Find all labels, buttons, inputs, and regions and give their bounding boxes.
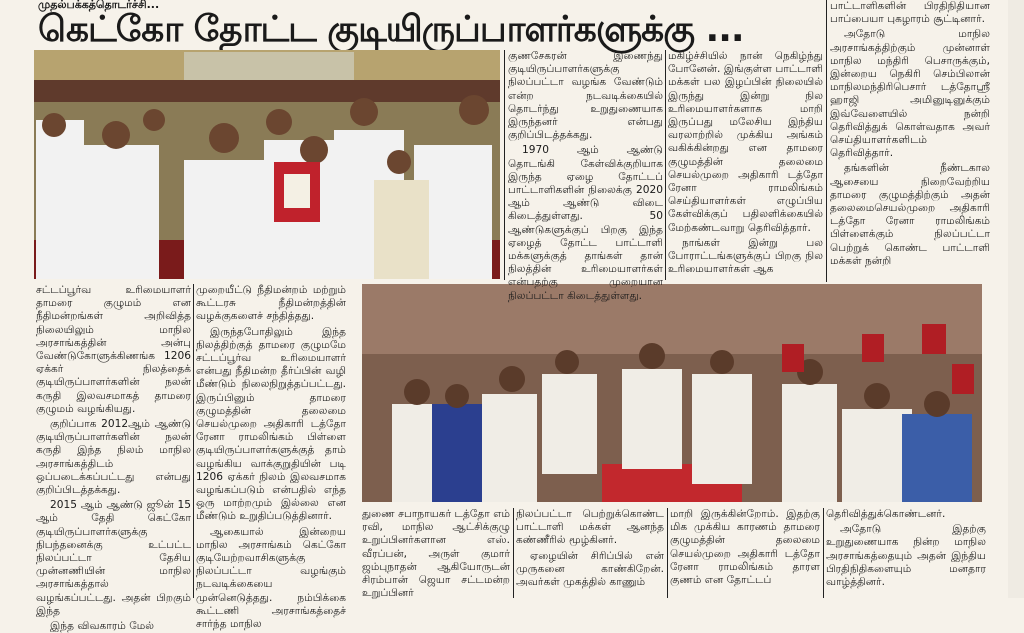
- paragraph: சட்டப்பூர்வ உரிமையாளர் தாமரை குழுமம் என நீதிமன்றங்கள் அறிவித்த நிலையிலும் மாநில அரசாங்கத்தின் அன்பு வேண்டுகோளுக்கிணங்க 1206 ஏக்கர் நிலத்தைக் குடியிருப்பாளர்களின் நலன் கருதி இலவசமாகத் தாமரை குழுமம் வழங்கியது.: [36, 284, 191, 415]
- paragraph: இருந்தபோதிலும் இந்த நிலத்திற்குத் தாமரை குழுமமே சட்டப்பூர்வ உரிமையாளர் என்பது நீதிமன்ற தீர்ப்பின் வழி மீண்டும் நிலைநிறுத்தப்பட்டது. இருப்பினும் தாமரை குழுமத்தின் தலைமை செயல்முறை அதிகாரி டத்தோ ரேனா ராமலிங்கம் பிள்ளை குடியிருப்பாளர்களுக்குத் தாம் வழங்கிய வாக்குறுதியின் படி 1206 ஏக்கர் நிலம் இலவசமாக வழங்கப்படும் என்பதில் எந்த ஒரு மாற்றமும் இல்லை என மீண்டும் உறுதிப்படுத்தினார்.: [196, 325, 346, 523]
- paragraph: ஆகையால் இன்றைய மாநில அரசாங்கம் கெட்கோ குடியேற்றவாசிகளுக்கு நிலப்பட்டா வழங்கும் நடவடிக்கையை முன்னெடுத்தது. நம்பிக்கை கூட்டணி அரசாங்கத்தைச் சார்ந்த மாநில: [196, 525, 346, 631]
- column-bottom-1: [362, 508, 510, 598]
- crowd-holding-land-titles-photo: [362, 284, 982, 502]
- paragraph: மகிழ்ச்சியில் நான் நெகிழ்ந்து போனேன். இங்குள்ள பாட்டாளி மக்கள் பல இழப்பின் நிலையில் இருந்து இன்று நில உரிமையாளர்களாக மாறி இருப்பது மலேசிய இந்திய வரலாற்றில் முக்கிய அங்கம் வகிக்கின்றது என தாமரை குழுமத்தின் தலைமை செயல்முறை அதிகாரி டத்தோ ரேனா ராமலிங்கம் செய்தியாளர்கள் எழுப்பிய கேள்விக்குப் பதிலளிக்கையில் மேற்கண்டவாறு தெரிவித்தார்.: [668, 50, 823, 234]
- column-4-top: [668, 50, 823, 282]
- paragraph: 2015 ஆம் ஆண்டு ஜூன் 15 ஆம் தேதி கெட்கோ குடியிருப்பாளர்களுக்கு நிபந்தனைக்கு உட்பட்ட நிலப்பட்டா தேசிய முன்னணியின் மாநில அரசாங்கத்தால் வழங்கப்பட்டது. அதன் பிறகும் இந்த: [36, 499, 191, 617]
- paragraph: நாங்கள் இன்று பல போராட்டங்களுக்குப் பிறகு நில உரிமையாளர்கள் ஆக: [668, 236, 823, 276]
- paragraph: குணசேகரன் இணைந்து குடியிருப்பாளர்களுக்கு நிலப்பட்டா வழங்க வேண்டும் என்ற நடவடிக்கையில் தொடர்ந்து உறுதுணையாக இருந்தனர் என்பது குறிப்பிடத்தக்கது.: [508, 50, 663, 142]
- page-edge: [1008, 0, 1024, 598]
- column-divider: [513, 508, 514, 598]
- paragraph: குறிப்பாக 2012ஆம் ஆண்டு குடியிருப்பாளர்களின் நலன் கருதி இந்த நிலம் மாநில அரசாங்கத்திடம் ஒப்படைக்கப்பட்டது என்பது குறிப்பிடத்தக்கது.: [36, 418, 191, 497]
- column-bottom-3: [670, 508, 820, 598]
- paragraph: அதோடு மாநில அரசாங்கத்திற்கும் முன்னாள் மாநில மந்திரி பெசாருக்கும், இன்றைய நெகிரி செம்பிலான் மாநிலமந்திரிபெசார் டத்தோஸ்ரீ ஹாஜி அமினுடினுக்கும் இவ்வேளையில் நன்றி தெரிவித்துக் கொள்வதாக அவர் செய்தியாளர்களிடம் தெரிவித்தார்.: [830, 28, 990, 160]
- paragraph: தங்களின் நீண்டகால ஆசையை நிறைவேற்றிய தாமரை குழுமத்திற்கும் அதன் தலைமைசெயல்முறை அதிகாரி டத்தோ ரேனா ராமலிங்கம் பிள்ளைக்கும் நிலப்பட்டா பெற்றுக் கொண்ட பாட்டாளி மக்கள் நன்றி: [830, 162, 990, 267]
- column-divider: [504, 50, 505, 280]
- column-bottom-4: [826, 508, 986, 598]
- photo-illustration: [34, 50, 500, 279]
- paragraph: இந்த விவகாரம் மேல்: [50, 620, 155, 633]
- paragraph: மாறி இருக்கின்றோம். இதற்கு மிக முக்கிய காரணம் தாமரை குழுமத்தின் தலைமை செயல்முறை அதிகாரி டத்தோ ரேனா ராமலிங்கம் தாரள குணம் என தோட்டப்: [670, 508, 820, 587]
- paragraph: தெரிவித்துக்கொண்டனர்.: [826, 508, 946, 520]
- headline: கெட்கோ தோட்ட குடியிருப்பாளர்களுக்கு ...: [38, 9, 744, 50]
- column-divider: [193, 284, 194, 598]
- column-divider: [826, 0, 827, 282]
- paragraph: முறையீட்டு நீதிமன்றம் மற்றும் கூட்டரசு நீதிமன்றத்தின் வழக்குகளைச் சந்தித்தது.: [196, 284, 346, 323]
- column-2: [196, 284, 346, 631]
- column-divider: [823, 508, 824, 598]
- column-3-top: [508, 50, 663, 302]
- photo-illustration: [362, 284, 982, 502]
- paragraph: அதோடு இதற்கு உறுதுணையாக நின்ற மாநில அரசாங்கத்தையும் அதன் இந்திய பிரதிநிதிகளையும் மனதார வாழ்த்தினர்.: [826, 523, 986, 589]
- paragraph: 1970 ஆம் ஆண்டு தொடங்கி கேள்விக்குறியாக இருந்த ஏழை தோட்டப் பாட்டாளிகளின் நிலைக்கு 2020 ஆம் ஆண்டு விடை கிடைத்துள்ளது. 50 ஆண்டுகளுக்குப் பிறகு இந்த ஏழைத் தோட்ட பாட்டாளி மக்களுக்குத் தாங்கள் தான் நிலத்தின் உரிமையாளர்கள் என்பதற்கு முறையான நிலப்பட்டா கிடைத்துள்ளது.: [508, 144, 663, 302]
- paragraph: நிலப்பட்டா பெற்றுக்கொண்ட பாட்டாளி மக்கள் ஆனந்த கண்ணீரில் மூழ்கினர்.: [516, 508, 664, 547]
- paragraph: பாட்டாளிகளின் பிரதிநிதியான பாப்பையா புகழாரம் சூட்டினார்.: [830, 0, 990, 26]
- continued-from-front-page-label: முதல்பக்கத்தொடர்ச்சி...: [38, 0, 160, 11]
- column-divider: [667, 508, 668, 598]
- paragraph: ஏழையின் சிரிப்பில் என் முருகனை காண்கிறேன். அவர்கள் முகத்தில் காணும்: [516, 549, 664, 589]
- award-ceremony-group-photo: [34, 50, 500, 279]
- column-divider: [665, 50, 666, 280]
- paragraph: துணை சபாநாயகர் டத்தோ எம் ரவி, மாநில ஆட்சிக்குழு உறுப்பினர்களான எஸ். வீரப்பன், அருள் குமார் ஜம்புநாதன் ஆகியோருடன் சிரம்பான் ஜெயா சட்டமன்ற உறுப்பினர்: [362, 508, 510, 600]
- column-bottom-2: [516, 508, 664, 598]
- column-1: [36, 284, 191, 633]
- column-5: [830, 0, 990, 282]
